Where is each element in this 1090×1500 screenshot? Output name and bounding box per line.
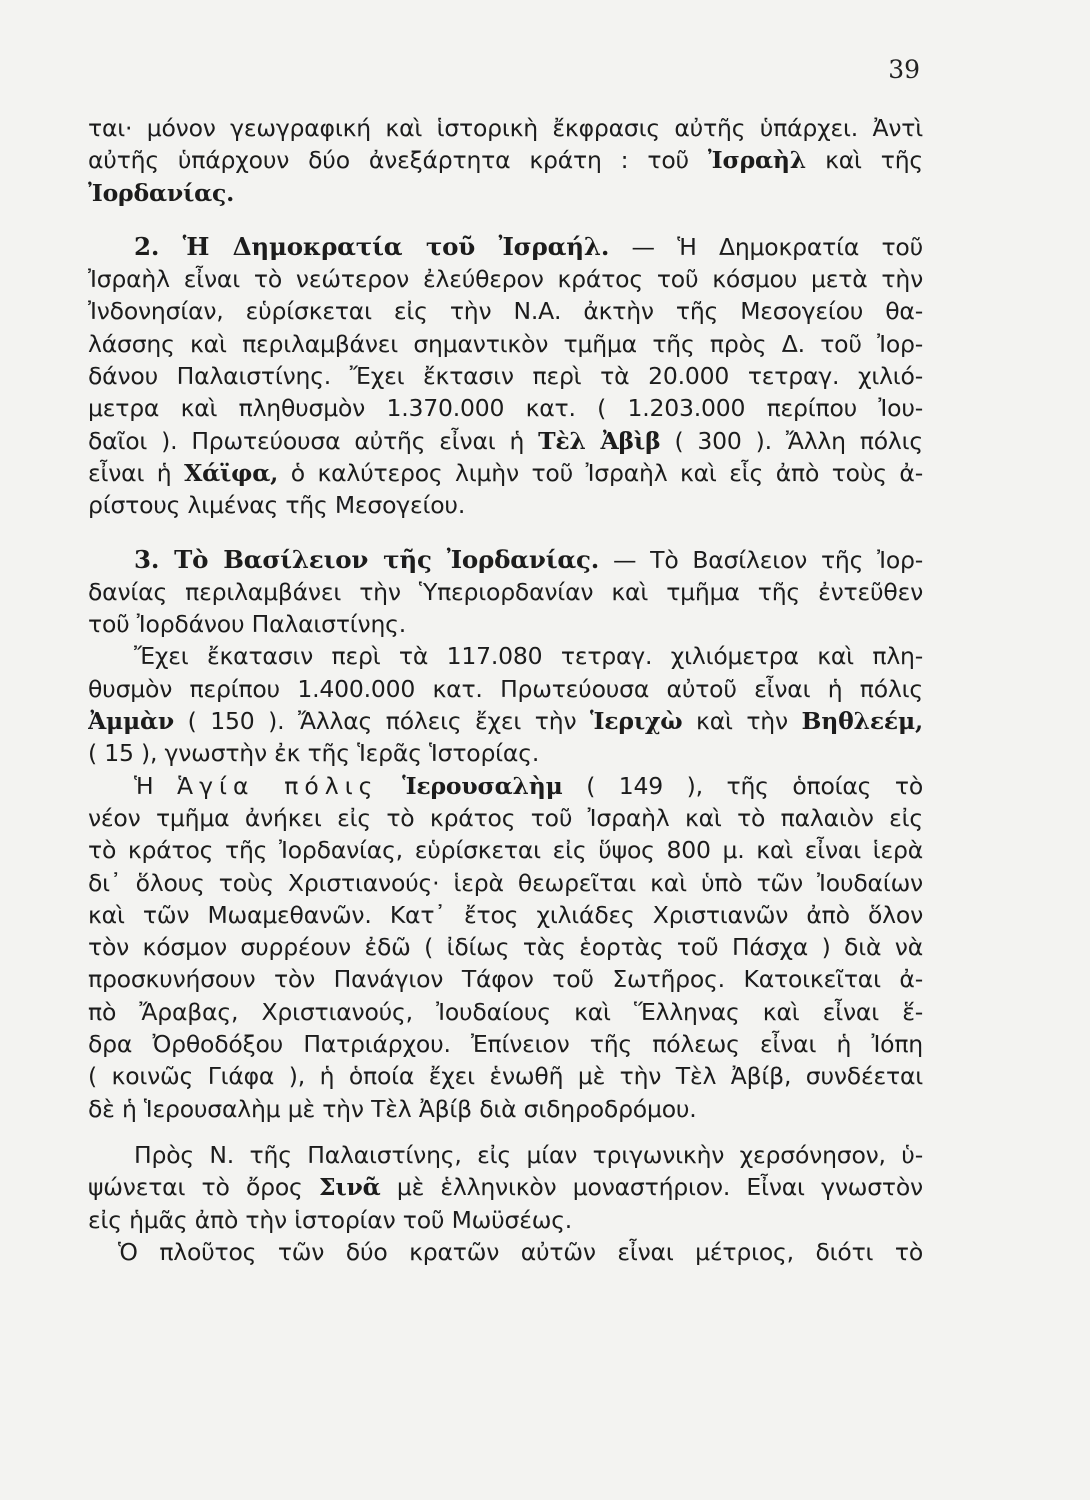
- text-line: Ἔχει ἔκατασιν περὶ τὰ 117.080 τετραγ. χιλιόμετρα καὶ πλη-: [134, 642, 923, 671]
- text-line: [88, 425, 923, 457]
- text-line: καὶ τῶν Μωαμεθανῶν. Κατ᾽ ἔτος χιλιάδες Χριστιανῶν ἀπὸ ὅλον: [88, 900, 923, 929]
- text-run: ( 150 ). Ἄλλας πόλεις ἔχει τὴν: [174, 707, 590, 736]
- text-run: Ἡ: [134, 771, 178, 800]
- place-name-jordan: Ἰορδανίας.: [88, 178, 235, 207]
- text-line: [88, 457, 923, 489]
- text-line: Ἰσραὴλ εἶναι τὸ νεώτερον ἐλεύθερον κράτος τοῦ κόσμου μετὰ τὴν: [88, 265, 923, 294]
- place-name-sinai: Σινᾶ: [318, 1173, 381, 1202]
- text-line: πὸ Ἄραβας, Χριστιανούς, Ἰουδαίους καὶ Ἕλληνας καὶ εἶναι ἕ-: [88, 997, 923, 1026]
- text-line: δάνου Παλαιστίνης. Ἔχει ἔκτασιν περὶ τὰ 20.000 τετραγ. χιλιό-: [88, 362, 923, 391]
- text-run: ὁ καλύτερος λιμὴν τοῦ Ἰσραὴλ καὶ εἷς ἀπὸ τοὺς ἀ-: [278, 458, 923, 487]
- text-line: [88, 705, 923, 737]
- text-line: θυσμὸν περίπου 1.400.000 κατ. Πρωτεύουσα αὐτοῦ εἶναι ἡ πόλις: [88, 674, 923, 703]
- page-number: 39: [888, 55, 920, 84]
- place-name-jericho: Ἱεριχὼ: [590, 707, 683, 736]
- text-line: μετρα καὶ πληθυσμὸν 1.370.000 κατ. ( 1.203.000 περίπου Ἰου-: [88, 394, 923, 423]
- text-line: ται· μόνον γεωγραφική καὶ ἱστορικὴ ἔκφρασις αὐτῆς ὑπάρχει. Ἀντὶ: [88, 114, 923, 142]
- text-run: [378, 772, 402, 800]
- text-run: ( 149 ), τῆς ὁποίας τὸ: [562, 771, 923, 800]
- text-line: λάσσης καὶ περιλαμβάνει σημαντικὸν τμῆμα τῆς πρὸς Δ. τοῦ Ἰορ-: [88, 329, 923, 358]
- text-run: δαῖοι ). Πρωτεύουσα αὐτῆς εἶναι ἡ: [88, 426, 539, 455]
- text-line: [88, 177, 923, 209]
- text-line: Ὁ πλοῦτος τῶν δύο κρατῶν αὐτῶν εἶναι μέτριος, διότι τὸ: [118, 1237, 923, 1266]
- page-body: [88, 112, 923, 1268]
- text-run: εἶναι ἡ: [88, 458, 185, 487]
- text-line: [88, 144, 923, 176]
- section-heading-line: [88, 231, 923, 263]
- text-run: ψώνεται τὸ ὄρος: [88, 1173, 319, 1202]
- text-line: τὸ κράτος τῆς Ἰορδανίας, εὑρίσκεται εἰς ὕψος 800 μ. καὶ εἶναι ἱερὰ: [88, 836, 923, 865]
- text-run: αὐτῆς ὑπάρχουν δύο ἀνεξάρτητα κράτη : τοῦ: [88, 146, 708, 175]
- place-name-haifa: Χάϊφα,: [184, 458, 279, 487]
- spacer: [88, 522, 923, 544]
- place-name-israel: Ἰσραὴλ: [707, 146, 807, 175]
- text-line: δι᾽ ὅλους τοὺς Χριστιανούς· ἱερὰ θεωρεῖται καὶ ὑπὸ τῶν Ἰουδαίων: [88, 868, 923, 897]
- text-line: δρα Ὀρθοδόξου Πατριάρχου. Ἐπίνειον τῆς πόλεως εἶναι ἡ Ἰόπη: [88, 1030, 923, 1059]
- text-line: εἰς ἡμᾶς ἀπὸ τὴν ἱστορίαν τοῦ Μωϋσέως.: [88, 1205, 573, 1234]
- text-line: τὸν κόσμον συρρέουν ἐδῶ ( ἰδίως τὰς ἑορτὰς τοῦ Πάσχα ) διὰ νὰ: [88, 933, 923, 962]
- place-name-jerusalem: Ἱερουσαλὴμ: [402, 771, 563, 800]
- text-run: — Ἡ Δημοκρατία τοῦ: [609, 232, 923, 261]
- text-run: ( 300 ). Ἄλλη πόλις: [660, 426, 923, 455]
- text-line: τοῦ Ἰορδάνου Παλαιστίνης.: [88, 610, 407, 639]
- spaced-term-holy-city: Ἁγία πόλις: [177, 771, 379, 800]
- text-line: [88, 1171, 923, 1203]
- text-run: καὶ τὴν: [682, 707, 802, 736]
- text-line: ρίστους λιμένας τῆς Μεσογείου.: [88, 491, 466, 520]
- text-run: καὶ τῆς: [806, 146, 923, 175]
- place-name-tel-aviv: Τὲλ Ἀβὶβ: [538, 426, 661, 455]
- text-line: νέον τμῆμα ἀνήκει εἰς τὸ κράτος τοῦ Ἰσραὴλ καὶ τὸ παλαιὸν εἰς: [88, 803, 923, 832]
- text-line: δανίας περιλαμβάνει τὴν Ὑπεριορδανίαν καὶ τμῆμα τῆς ἐντεῦθεν: [88, 577, 923, 606]
- place-name-amman: Ἀμμὰν: [88, 707, 175, 736]
- spacer: [88, 1125, 923, 1139]
- text-line: Ἰνδονησίαν, εὑρίσκεται εἰς τὴν Ν.Α. ἀκτὴν τῆς Μεσογείου θα-: [88, 297, 923, 326]
- text-line: προσκυνήσουν τὸν Πανάγιον Τάφον τοῦ Σωτῆρος. Κατοικεῖται ἀ-: [88, 965, 923, 994]
- text-line: δὲ ἡ Ἱερουσαλὴμ μὲ τὴν Τὲλ Ἀβίβ διὰ σιδηροδρόμου.: [88, 1094, 697, 1123]
- text-line: ( 15 ), γνωστὴν ἐκ τῆς Ἱερᾶς Ἱστορίας.: [88, 739, 540, 768]
- text-run: — Τὸ Βασίλειον τῆς Ἰορ-: [599, 545, 923, 574]
- place-name-bethlehem: Βηθλεέμ,: [801, 707, 923, 736]
- text-run: μὲ ἑλληνικὸν μοναστήριον. Εἶναι γνωστὸν: [380, 1173, 923, 1202]
- spacer: [88, 209, 923, 231]
- text-line: ( κοινῶς Γιάφα ), ἡ ὁποία ἔχει ἑνωθῆ μὲ τὴν Τὲλ Ἀβίβ, συνδέεται: [88, 1062, 923, 1091]
- section-heading-line: [88, 544, 923, 576]
- text-line: Πρὸς Ν. τῆς Παλαιστίνης, εἰς μίαν τριγωνικὴν χερσόνησον, ὑ-: [134, 1140, 923, 1169]
- section-heading-israel: 2. Ἡ Δημοκρατία τοῦ Ἰσραήλ.: [134, 231, 610, 261]
- text-line: [88, 770, 923, 802]
- section-heading-jordan: 3. Τὸ Βασίλειον τῆς Ἰορδανίας.: [134, 544, 600, 574]
